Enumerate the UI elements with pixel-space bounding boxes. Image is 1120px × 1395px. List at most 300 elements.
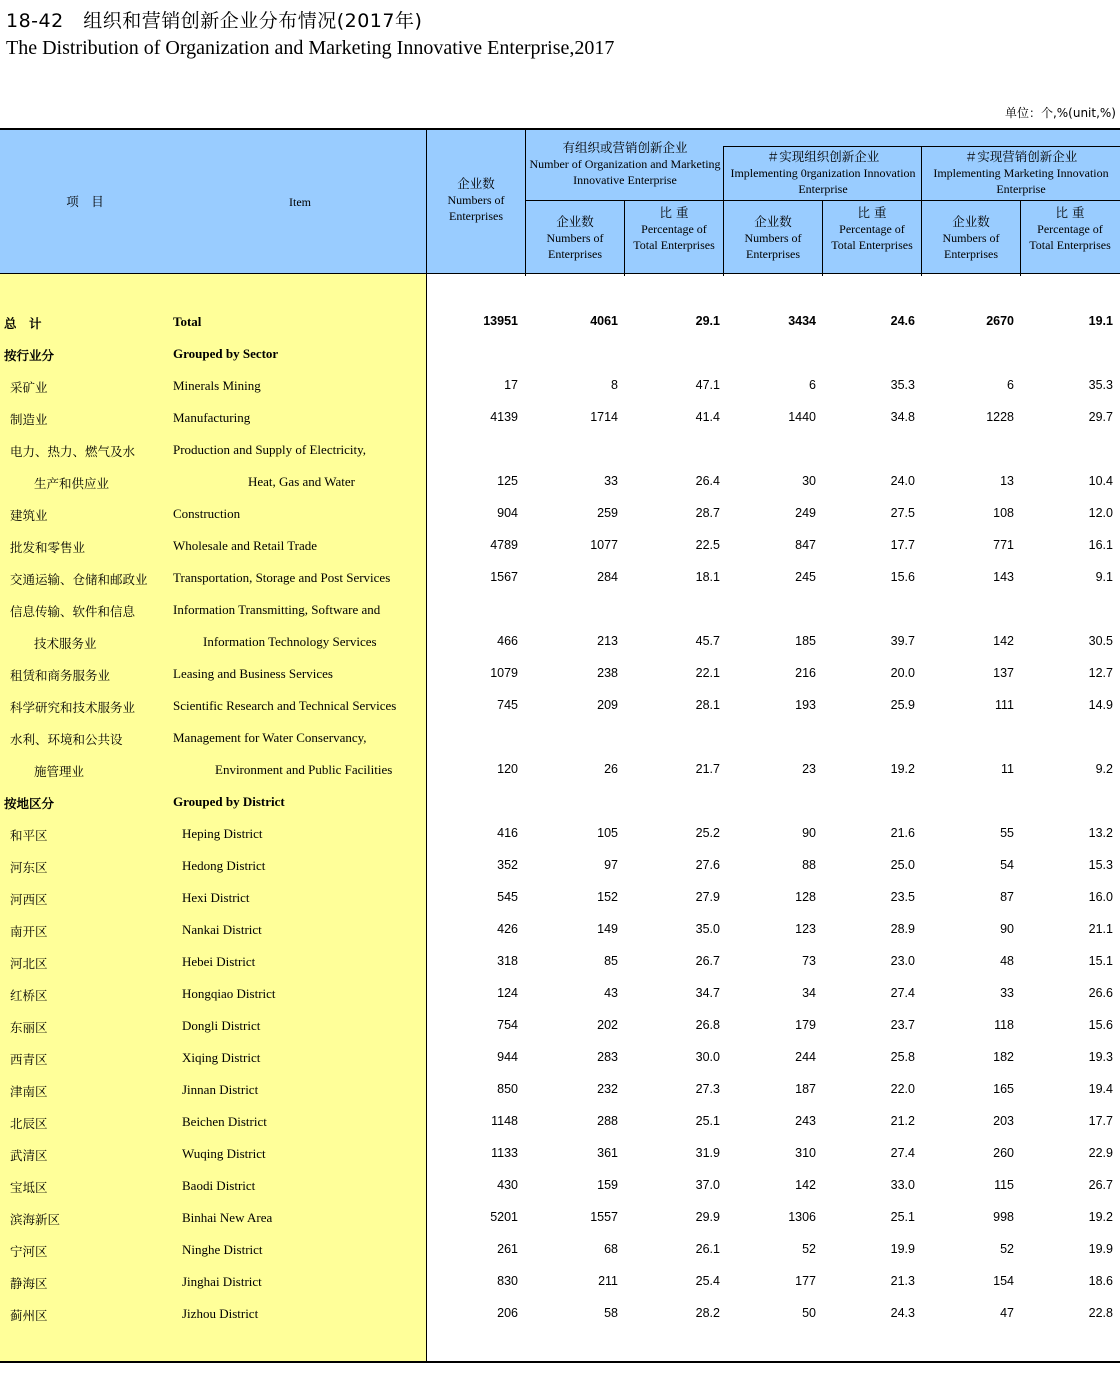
row-value: 90 xyxy=(1000,922,1014,936)
row-value: 124 xyxy=(497,986,518,1000)
row-value: 37.0 xyxy=(695,1178,720,1192)
table-row xyxy=(0,594,1120,626)
row-value: 39.7 xyxy=(890,634,915,648)
table-header xyxy=(0,128,1120,274)
row-value: 193 xyxy=(795,698,816,712)
row-label-en: Wholesale and Retail Trade xyxy=(173,538,318,553)
row-value: 27.5 xyxy=(890,506,915,520)
row-value: 29.1 xyxy=(695,314,720,328)
row-value: 283 xyxy=(597,1050,618,1064)
row-value: 19.1 xyxy=(1088,314,1113,328)
row-value: 187 xyxy=(795,1082,816,1096)
row-value: 33.0 xyxy=(890,1178,915,1192)
row-value: 466 xyxy=(497,634,518,648)
row-value: 47 xyxy=(1000,1306,1014,1320)
row-value: 17.7 xyxy=(890,538,915,552)
row-value: 142 xyxy=(795,1178,816,1192)
row-value: 108 xyxy=(993,506,1014,520)
row-value: 545 xyxy=(497,890,518,904)
row-value: 68 xyxy=(604,1242,618,1256)
row-value: 8 xyxy=(611,378,618,392)
row-value: 137 xyxy=(993,666,1014,680)
row-value: 15.6 xyxy=(1088,1018,1113,1032)
row-value: 238 xyxy=(597,666,618,680)
row-value: 24.6 xyxy=(890,314,915,328)
row-label-cn: 交通运输、仓储和邮政业 xyxy=(10,572,148,587)
row-label-cn: 武清区 xyxy=(10,1148,48,1163)
row-value: 159 xyxy=(597,1178,618,1192)
row-value: 26 xyxy=(604,762,618,776)
row-value: 249 xyxy=(795,506,816,520)
row-value: 13951 xyxy=(483,314,518,328)
row-label-cn: 南开区 xyxy=(10,924,48,939)
row-value: 179 xyxy=(795,1018,816,1032)
row-value: 152 xyxy=(597,890,618,904)
row-label-en: Scientific Research and Technical Services xyxy=(173,698,397,713)
row-value: 105 xyxy=(597,826,618,840)
row-label-cn: 静海区 xyxy=(10,1276,48,1291)
row-label-cn: 科学研究和技术服务业 xyxy=(10,700,136,715)
row-value: 18.1 xyxy=(695,570,720,584)
header-g2-pct: 比 重 Percentage of Total Enterprises xyxy=(831,205,913,252)
row-label-cn: 按地区分 xyxy=(4,796,55,811)
row-label-cn: 滨海新区 xyxy=(10,1212,61,1227)
row-label-en: Information Technology Services xyxy=(203,634,377,649)
row-value: 111 xyxy=(994,698,1014,712)
row-value: 185 xyxy=(795,634,816,648)
table-row xyxy=(0,1010,1120,1042)
table-row xyxy=(0,1298,1120,1330)
table-row xyxy=(0,1234,1120,1266)
header-g1-pct: 比 重 Percentage of Total Enterprises xyxy=(633,205,715,252)
row-label-cn: 津南区 xyxy=(10,1084,48,1099)
row-value: 416 xyxy=(497,826,518,840)
table-row xyxy=(0,306,1120,338)
row-value: 25.0 xyxy=(890,858,915,872)
row-value: 23 xyxy=(802,762,816,776)
row-value: 361 xyxy=(597,1146,618,1160)
row-value: 244 xyxy=(795,1050,816,1064)
row-label-cn: 按行业分 xyxy=(4,348,55,363)
table-row xyxy=(0,690,1120,722)
row-value: 58 xyxy=(604,1306,618,1320)
row-value: 12.7 xyxy=(1088,666,1113,680)
row-value: 243 xyxy=(795,1114,816,1128)
row-value: 1714 xyxy=(590,410,618,424)
table-row xyxy=(0,626,1120,658)
header-g1-num: 企业数 Numbers of Enterprises xyxy=(546,214,604,261)
table-bottom-rule xyxy=(0,1361,1120,1363)
table-row xyxy=(0,530,1120,562)
row-value: 21.3 xyxy=(890,1274,915,1288)
row-value: 26.1 xyxy=(695,1242,720,1256)
row-value: 73 xyxy=(802,954,816,968)
row-value: 27.3 xyxy=(695,1082,720,1096)
row-value: 21.2 xyxy=(890,1114,915,1128)
row-value: 6 xyxy=(809,378,816,392)
row-label-en: Ninghe District xyxy=(182,1242,263,1257)
row-value: 25.2 xyxy=(695,826,720,840)
row-value: 23.7 xyxy=(890,1018,915,1032)
row-value: 19.2 xyxy=(1088,1210,1113,1224)
row-value: 261 xyxy=(497,1242,518,1256)
row-value: 13.2 xyxy=(1088,826,1113,840)
row-value: 26.8 xyxy=(695,1018,720,1032)
row-value: 22.0 xyxy=(890,1082,915,1096)
row-label-cn: 生产和供应业 xyxy=(34,476,110,491)
row-value: 125 xyxy=(497,474,518,488)
row-value: 3434 xyxy=(788,314,816,328)
row-label-en: Manufacturing xyxy=(173,410,251,425)
row-label-cn: 总 计 xyxy=(4,316,42,331)
table-row xyxy=(0,1106,1120,1138)
row-label-en: Information Transmitting, Software and xyxy=(173,602,381,617)
row-value: 10.4 xyxy=(1088,474,1113,488)
row-label-en: Leasing and Business Services xyxy=(173,666,333,681)
row-label-cn: 建筑业 xyxy=(10,508,48,523)
row-value: 43 xyxy=(604,986,618,1000)
row-value: 1228 xyxy=(986,410,1014,424)
row-value: 944 xyxy=(497,1050,518,1064)
row-label-en: Hongqiao District xyxy=(182,986,276,1001)
row-value: 216 xyxy=(795,666,816,680)
table-row xyxy=(0,1138,1120,1170)
row-value: 9.1 xyxy=(1095,570,1113,584)
row-value: 28.2 xyxy=(695,1306,720,1320)
row-label-cn: 河西区 xyxy=(10,892,48,907)
row-value: 52 xyxy=(1000,1242,1014,1256)
row-value: 17.7 xyxy=(1088,1114,1113,1128)
row-label-cn: 西青区 xyxy=(10,1052,48,1067)
row-value: 203 xyxy=(993,1114,1014,1128)
row-value: 54 xyxy=(1000,858,1014,872)
row-label-cn: 技术服务业 xyxy=(34,636,97,651)
row-value: 1079 xyxy=(490,666,518,680)
row-value: 21.1 xyxy=(1088,922,1113,936)
row-value: 24.0 xyxy=(890,474,915,488)
row-value: 15.6 xyxy=(890,570,915,584)
row-value: 22.1 xyxy=(695,666,720,680)
row-value: 21.6 xyxy=(890,826,915,840)
row-label-cn: 采矿业 xyxy=(10,380,48,395)
row-value: 4139 xyxy=(490,410,518,424)
row-value: 430 xyxy=(497,1178,518,1192)
row-value: 23.0 xyxy=(890,954,915,968)
row-value: 29.9 xyxy=(695,1210,720,1224)
row-value: 27.9 xyxy=(695,890,720,904)
row-value: 745 xyxy=(497,698,518,712)
row-value: 50 xyxy=(802,1306,816,1320)
header-group-3: ＃实现营销创新企业 Implementing Marketing Innovation Enterprise xyxy=(933,149,1109,196)
row-value: 25.1 xyxy=(890,1210,915,1224)
table-row xyxy=(0,1074,1120,1106)
row-value: 88 xyxy=(802,858,816,872)
row-label-en: Beichen District xyxy=(182,1114,267,1129)
row-label-cn: 红桥区 xyxy=(10,988,48,1003)
row-value: 4789 xyxy=(490,538,518,552)
row-value: 34 xyxy=(802,986,816,1000)
row-label-en: Total xyxy=(173,314,202,329)
row-label-cn: 河东区 xyxy=(10,860,48,875)
row-value: 87 xyxy=(1000,890,1014,904)
row-label-en: Transportation, Storage and Post Services xyxy=(173,570,391,585)
row-value: 850 xyxy=(497,1082,518,1096)
row-value: 15.3 xyxy=(1088,858,1113,872)
row-value: 85 xyxy=(604,954,618,968)
row-value: 16.1 xyxy=(1088,538,1113,552)
row-value: 27.4 xyxy=(890,986,915,1000)
row-value: 17 xyxy=(504,378,518,392)
row-value: 30 xyxy=(802,474,816,488)
table-title-en: The Distribution of Organization and Marketing Innovative Enterprise,2017 xyxy=(6,37,615,59)
row-value: 19.2 xyxy=(890,762,915,776)
table-row xyxy=(0,1266,1120,1298)
row-label-en: Xiqing District xyxy=(182,1050,261,1065)
row-value: 20.0 xyxy=(890,666,915,680)
row-value: 310 xyxy=(795,1146,816,1160)
header-g3-num: 企业数 Numbers of Enterprises xyxy=(942,214,1000,261)
row-value: 28.9 xyxy=(890,922,915,936)
table-row xyxy=(0,498,1120,530)
row-value: 25.8 xyxy=(890,1050,915,1064)
row-value: 35.3 xyxy=(1088,378,1113,392)
header-item-en: Item xyxy=(289,195,311,209)
table-row xyxy=(0,946,1120,978)
row-value: 1306 xyxy=(788,1210,816,1224)
row-value: 25.9 xyxy=(890,698,915,712)
row-label-cn: 宝坻区 xyxy=(10,1180,48,1195)
table-row xyxy=(0,1042,1120,1074)
table-row xyxy=(0,722,1120,754)
table-row xyxy=(0,1202,1120,1234)
row-value: 260 xyxy=(993,1146,1014,1160)
row-value: 211 xyxy=(598,1274,618,1288)
row-value: 19.4 xyxy=(1088,1082,1113,1096)
row-value: 90 xyxy=(802,826,816,840)
row-value: 1440 xyxy=(788,410,816,424)
row-label-cn: 北辰区 xyxy=(10,1116,48,1131)
table-title-cn: 18-42 组织和营销创新企业分布情况(2017年) xyxy=(6,10,423,32)
table-row xyxy=(0,818,1120,850)
row-value: 34.8 xyxy=(890,410,915,424)
row-value: 754 xyxy=(497,1018,518,1032)
row-value: 149 xyxy=(597,922,618,936)
row-value: 1077 xyxy=(590,538,618,552)
row-value: 128 xyxy=(795,890,816,904)
row-value: 34.7 xyxy=(695,986,720,1000)
table-row xyxy=(0,978,1120,1010)
row-value: 1148 xyxy=(491,1114,518,1128)
row-label-en: Construction xyxy=(173,506,241,521)
row-label-cn: 和平区 xyxy=(10,828,48,843)
row-value: 213 xyxy=(597,634,618,648)
table-row xyxy=(0,754,1120,786)
row-value: 142 xyxy=(993,634,1014,648)
row-value: 28.1 xyxy=(695,698,720,712)
row-value: 232 xyxy=(597,1082,618,1096)
row-value: 22.8 xyxy=(1088,1306,1113,1320)
row-value: 426 xyxy=(497,922,518,936)
row-label-en: Minerals Mining xyxy=(173,378,261,393)
row-label-cn: 电力、热力、燃气及水 xyxy=(10,444,136,459)
row-value: 30.0 xyxy=(695,1050,720,1064)
row-value: 202 xyxy=(597,1018,618,1032)
row-label-cn: 信息传输、软件和信息 xyxy=(10,604,136,619)
row-value: 27.4 xyxy=(890,1146,915,1160)
row-value: 35.0 xyxy=(695,922,720,936)
table-row xyxy=(0,370,1120,402)
table-row xyxy=(0,466,1120,498)
row-value: 25.1 xyxy=(695,1114,720,1128)
row-value: 26.4 xyxy=(695,474,720,488)
row-value: 206 xyxy=(497,1306,518,1320)
row-label-en: Hexi District xyxy=(182,890,250,905)
header-group-2: ＃实现组织创新企业 Implementing 0rganization Innovation Enterprise xyxy=(730,149,916,196)
row-value: 26.7 xyxy=(1088,1178,1113,1192)
row-value: 11 xyxy=(1001,762,1014,776)
table-row xyxy=(0,914,1120,946)
row-value: 6 xyxy=(1007,378,1014,392)
row-value: 22.9 xyxy=(1088,1146,1113,1160)
row-label-en: Hebei District xyxy=(182,954,256,969)
row-value: 19.3 xyxy=(1088,1050,1113,1064)
row-value: 1133 xyxy=(491,1146,518,1160)
row-label-en: Nankai District xyxy=(182,922,262,937)
row-value: 27.6 xyxy=(695,858,720,872)
row-value: 318 xyxy=(497,954,518,968)
row-label-en: Grouped by Sector xyxy=(173,346,279,361)
row-label-cn: 施管理业 xyxy=(34,764,85,779)
row-value: 2670 xyxy=(986,314,1014,328)
row-label-en: Binhai New Area xyxy=(182,1210,273,1225)
row-value: 14.9 xyxy=(1088,698,1113,712)
row-value: 352 xyxy=(497,858,518,872)
row-value: 45.7 xyxy=(695,634,720,648)
row-value: 154 xyxy=(993,1274,1014,1288)
row-value: 12.0 xyxy=(1088,506,1113,520)
row-value: 998 xyxy=(993,1210,1014,1224)
row-label-cn: 河北区 xyxy=(10,956,48,971)
row-value: 830 xyxy=(497,1274,518,1288)
row-value: 15.1 xyxy=(1088,954,1113,968)
table-row xyxy=(0,338,1120,370)
table-row xyxy=(0,434,1120,466)
row-value: 18.6 xyxy=(1088,1274,1113,1288)
row-value: 25.4 xyxy=(695,1274,720,1288)
row-value: 33 xyxy=(1000,986,1014,1000)
table-row xyxy=(0,850,1120,882)
table-row xyxy=(0,402,1120,434)
row-label-cn: 宁河区 xyxy=(10,1244,48,1259)
row-value: 31.9 xyxy=(695,1146,720,1160)
row-value: 120 xyxy=(497,762,518,776)
row-value: 19.9 xyxy=(890,1242,915,1256)
row-value: 123 xyxy=(795,922,816,936)
row-label-cn: 水利、环境和公共设 xyxy=(10,732,123,747)
row-label-cn: 租赁和商务服务业 xyxy=(10,668,111,683)
header-total: 企业数 Numbers of Enterprises xyxy=(447,176,505,223)
row-value: 847 xyxy=(795,538,816,552)
row-label-cn: 东丽区 xyxy=(10,1020,48,1035)
row-value: 5201 xyxy=(490,1210,518,1224)
row-value: 177 xyxy=(795,1274,816,1288)
table-row xyxy=(0,1170,1120,1202)
table-row xyxy=(0,882,1120,914)
unit-label: 单位：个,%(unit,%) xyxy=(1004,106,1116,120)
row-value: 771 xyxy=(993,538,1014,552)
row-value: 1557 xyxy=(590,1210,618,1224)
table-row xyxy=(0,562,1120,594)
row-value: 904 xyxy=(497,506,518,520)
row-value: 22.5 xyxy=(695,538,720,552)
header-group-1: 有组织或营销创新企业 Number of Organization and Marketing Innovative Enterprise xyxy=(529,140,721,187)
row-value: 33 xyxy=(604,474,618,488)
row-label-en: Jinghai District xyxy=(182,1274,262,1289)
row-value: 288 xyxy=(597,1114,618,1128)
row-value: 23.5 xyxy=(890,890,915,904)
row-value: 9.2 xyxy=(1095,762,1113,776)
row-value: 118 xyxy=(994,1018,1014,1032)
row-label-cn: 制造业 xyxy=(10,412,48,427)
table-row xyxy=(0,786,1120,818)
row-value: 29.7 xyxy=(1088,410,1113,424)
row-value: 55 xyxy=(1000,826,1014,840)
row-value: 30.5 xyxy=(1088,634,1113,648)
row-value: 182 xyxy=(993,1050,1014,1064)
row-label-en: Hedong District xyxy=(182,858,266,873)
row-label-en: Wuqing District xyxy=(182,1146,266,1161)
header-g3-pct: 比 重 Percentage of Total Enterprises xyxy=(1029,205,1111,252)
header-g2-num: 企业数 Numbers of Enterprises xyxy=(744,214,802,261)
header-item-cn: 项 目 xyxy=(66,194,104,209)
row-label-en: Jizhou District xyxy=(182,1306,259,1321)
row-value: 28.7 xyxy=(695,506,720,520)
row-value: 209 xyxy=(597,698,618,712)
row-label-en: Jinnan District xyxy=(182,1082,259,1097)
row-label-en: Baodi District xyxy=(182,1178,256,1193)
row-value: 165 xyxy=(993,1082,1014,1096)
row-value: 245 xyxy=(795,570,816,584)
row-label-en: Production and Supply of Electricity, xyxy=(173,442,367,457)
row-value: 115 xyxy=(994,1178,1014,1192)
row-label-en: Dongli District xyxy=(182,1018,261,1033)
row-value: 24.3 xyxy=(890,1306,915,1320)
row-value: 284 xyxy=(597,570,618,584)
row-label-en: Grouped by District xyxy=(173,794,285,809)
row-value: 48 xyxy=(1000,954,1014,968)
row-value: 259 xyxy=(597,506,618,520)
row-label-en: Management for Water Conservancy, xyxy=(173,730,367,745)
row-value: 1567 xyxy=(490,570,518,584)
row-label-cn: 批发和零售业 xyxy=(10,540,86,555)
row-value: 35.3 xyxy=(890,378,915,392)
row-label-en: Environment and Public Facilities xyxy=(215,762,393,777)
row-label-cn: 蓟州区 xyxy=(10,1308,48,1323)
row-value: 47.1 xyxy=(695,378,720,392)
row-value: 19.9 xyxy=(1088,1242,1113,1256)
row-label-en: Heping District xyxy=(182,826,263,841)
row-value: 26.6 xyxy=(1088,986,1113,1000)
row-value: 21.7 xyxy=(695,762,720,776)
row-value: 4061 xyxy=(590,314,618,328)
row-value: 41.4 xyxy=(695,410,720,424)
row-value: 26.7 xyxy=(695,954,720,968)
table-row xyxy=(0,658,1120,690)
row-value: 143 xyxy=(993,570,1014,584)
row-value: 16.0 xyxy=(1088,890,1113,904)
row-label-en: Heat, Gas and Water xyxy=(248,474,356,489)
row-value: 97 xyxy=(604,858,618,872)
